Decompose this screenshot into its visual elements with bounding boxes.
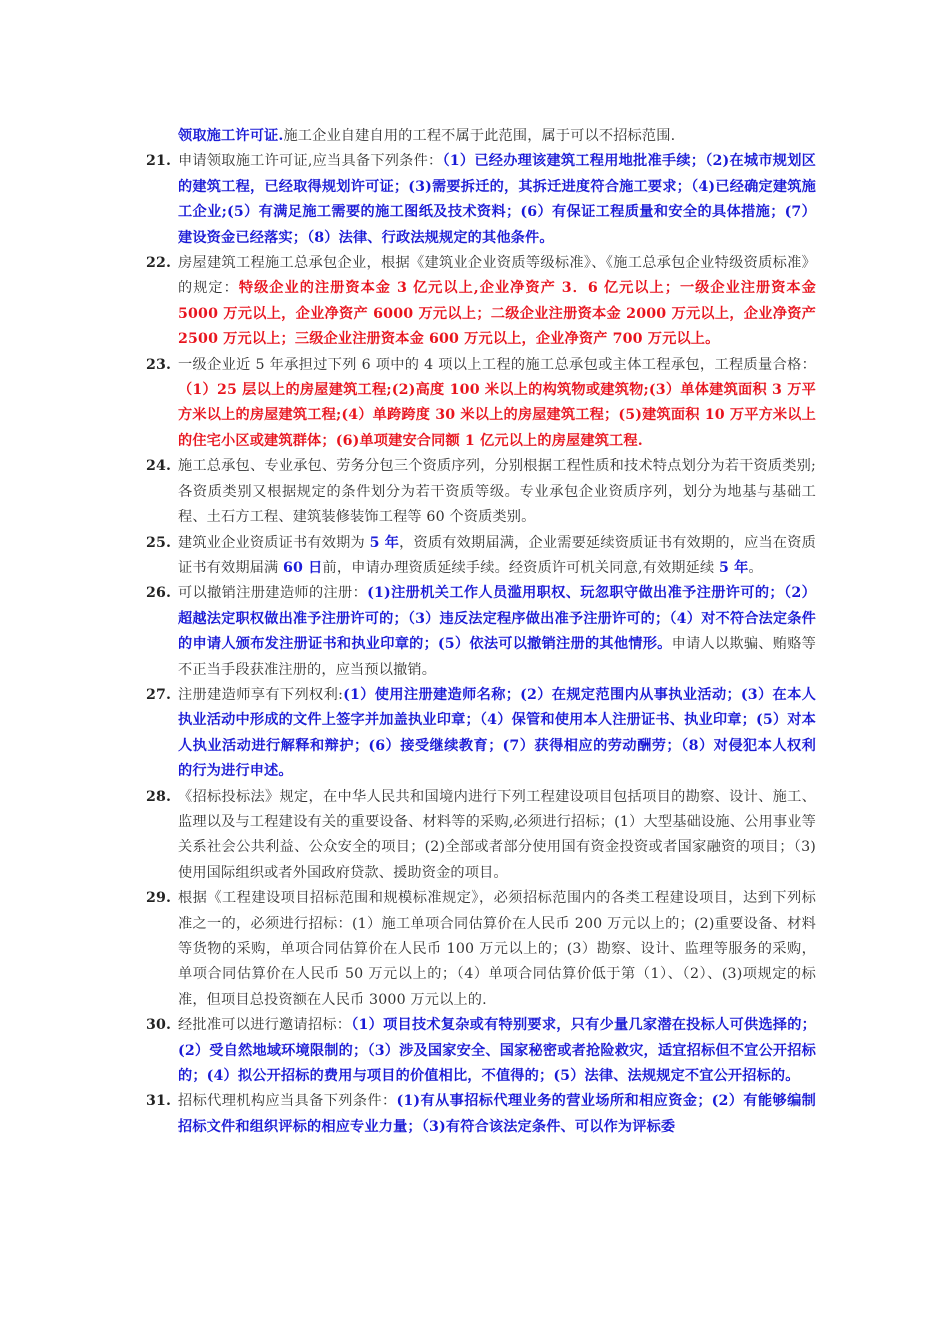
list-item: [146, 353, 816, 455]
item-number: 24.: [146, 458, 172, 475]
item-text-segment: （1）25 层以上的房屋建筑工程;(2)高度 100 米以上的构筑物或建筑物;(3）单体建筑面积 3 万平方米以上的房屋建筑工程;(4）单跨跨度 30 米以上的房屋建筑工程；(5)建筑面积 10 万平方米以上的住宅小区或建筑群体；(6)单项建安合同额 1 亿元以上的房屋建筑工程.: [178, 382, 816, 449]
item-text-segment: 前，申请办理资质延续手续。经资质许可机关同意,有效期延续: [322, 559, 719, 576]
item-number: 21.: [146, 153, 172, 170]
list-item: [146, 531, 816, 582]
list-item: [146, 581, 816, 683]
item-number: 25.: [146, 534, 172, 551]
item-text-segment: (1)注册机关工作人员滥用职权、玩忽职守做出准予注册许可的；（2）超越法定职权做出准予注册许可的；（3）违反法定程序做出准予注册许可的；（4）对不符合法定条件的申请人颁布发注册证书和执业印章的；(5）依法可以撤销注册的其他情形。: [178, 585, 816, 653]
list-item: [146, 886, 816, 1013]
item-number: 26.: [146, 585, 172, 602]
list-item: [146, 149, 816, 251]
item-text-segment: （1）项目技术复杂或有特别要求，只有少量几家潜在投标人可供选择的；(2）受自然地域环境限制的；（3）涉及国家安全、国家秘密或者抢险救灾，适宜招标但不宜公开招标的；(4）拟公开招标的费用与项目的价值相比，不值得的；(5）法律、法规规定不宜公开招标的。: [178, 1017, 816, 1085]
item-text-segment: 60 日: [283, 559, 323, 576]
item-number: 23.: [146, 356, 172, 373]
item-text-segment: 5 年: [718, 559, 749, 576]
item-number: 30.: [146, 1017, 172, 1034]
list-item: [146, 454, 816, 530]
item-text-segment: 根据《工程建设项目招标范围和规模标准规定》，必须招标范围内的各类工程建设项目，达到下列标准之一的，必须进行招标：(1）施工单项合同估算价在人民币 200 万元以上的；(2)重要设备、材料等货物的采购，单项合同估算价在人民币 100 万元以上的；(3）勘察、设计、监理等服务的采购，单项合同估算价在人民币 50 万元以上的；（4）单项合同估算价低于第（1）、（2）、(3)项规定的标准，但项目总投资额在人民币 3000 万元以上的.: [178, 890, 816, 1008]
item-number: 28.: [146, 788, 172, 805]
item-number: 22.: [146, 255, 172, 272]
list-item: [146, 1089, 816, 1140]
item-text-segment: 建筑业企业资质证书有效期为: [178, 534, 370, 551]
item-text-segment: 领取施工许可证.: [178, 128, 284, 144]
list-item: [146, 683, 816, 785]
item-text-segment: 施工企业自建自用的工程不属于此范围，属于可以不招标范围.: [283, 128, 676, 144]
item-number: 29.: [146, 890, 172, 907]
item-number: 31.: [146, 1093, 172, 1110]
item-text-segment: 可以撤销注册建造师的注册：: [178, 585, 368, 602]
item-text-segment: 申请人以欺骗、贿赂等不正当手段获准注册的，应当预以撤销。: [178, 636, 816, 678]
article-list: [146, 124, 816, 1140]
item-text-segment: 经批准可以进行邀请招标：: [178, 1017, 352, 1034]
item-number: 27.: [146, 686, 172, 703]
list-item: [146, 251, 816, 353]
item-text-segment: 5 年: [369, 534, 400, 551]
item-text-segment: 注册建造师享有下列权利:: [178, 686, 344, 703]
item-text-segment: 房屋建筑工程施工总承包企业，根据《建筑业企业资质等级标准》、《施工总承包企业特级资质标准》的规定：: [178, 255, 816, 297]
item-text-segment: 特级企业的注册资本金 3 亿元以上,企业净资产 3．6 亿元以上；一级企业注册资本金 5000 万元以上，企业净资产 6000 万元以上；二级企业注册资本金 2000 万元以上，企业净资产 2500 万元以上；三级企业注册资本金 600 万元以上，企业净资产 700 万元以上。: [178, 280, 816, 348]
item-text-segment: 。: [748, 559, 763, 576]
item-text-segment: (1)有从事招标代理业务的营业场所和相应资金；(2）有能够编制招标文件和组织评标的相应专业力量；（3)有符合该法定条件、可以作为评标委: [178, 1093, 816, 1135]
list-item: [146, 124, 816, 149]
item-text-segment: 施工总承包、专业承包、劳务分包三个资质序列，分别根据工程性质和技术特点划分为若干资质类别;各资质类别又根据规定的条件划分为若干资质等级。专业承包企业资质序列，划分为地基与基础工程、土石方工程、建筑装修装饰工程等 60 个资质类别。: [178, 458, 816, 526]
list-item: [146, 1013, 816, 1089]
item-text-segment: 招标代理机构应当具备下列条件：: [178, 1093, 397, 1110]
item-text-segment: 申请领取施工许可证,应当具备下列条件：: [178, 153, 443, 170]
item-text-segment: 《招标投标法》规定，在中华人民共和国境内进行下列工程建设项目包括项目的勘察、设计、施工、监理以及与工程建设有关的重要设备、材料等的采购,必须进行招标；(1）大型基础设施、公用事业等关系社会公共利益、公众安全的项目；(2)全部或者部分使用国有资金投资或者国家融资的项目；（3)使用国际组织或者外国政府贷款、援助资金的项目。: [178, 788, 816, 881]
list-item: [146, 785, 816, 887]
item-text-segment: (1）使用注册建造师名称；(2）在规定范围内从事执业活动；(3）在本人执业活动中形成的文件上签字并加盖执业印章；（4）保管和使用本人注册证书、执业印章；(5）对本人执业活动进行解释和辩护；(6）接受继续教育；(7）获得相应的劳动酬劳；（8）对侵犯本人权利的行为进行申述。: [178, 686, 816, 780]
item-text-segment: 一级企业近 5 年承担过下列 6 项中的 4 项以上工程的施工总承包或主体工程承包，工程质量合格：: [178, 356, 816, 373]
item-text-segment: （1）已经办理该建筑工程用地批准手续；（2)在城市规划区的建筑工程，已经取得规划许可证；(3)需要拆迁的，其拆迁进度符合施工要求；（4)已经确定建筑施工企业;(5）有满足施工需要的施工图纸及技术资料；(6）有保证工程质量和安全的具体措施；(7）建设资金已经落实；（8）法律、行政法规规定的其他条件。: [178, 153, 816, 246]
item-text-segment: ，资质有效期届满，企业需要延续资质证书有效期的，应当在资质证书有效期届满: [178, 534, 816, 576]
